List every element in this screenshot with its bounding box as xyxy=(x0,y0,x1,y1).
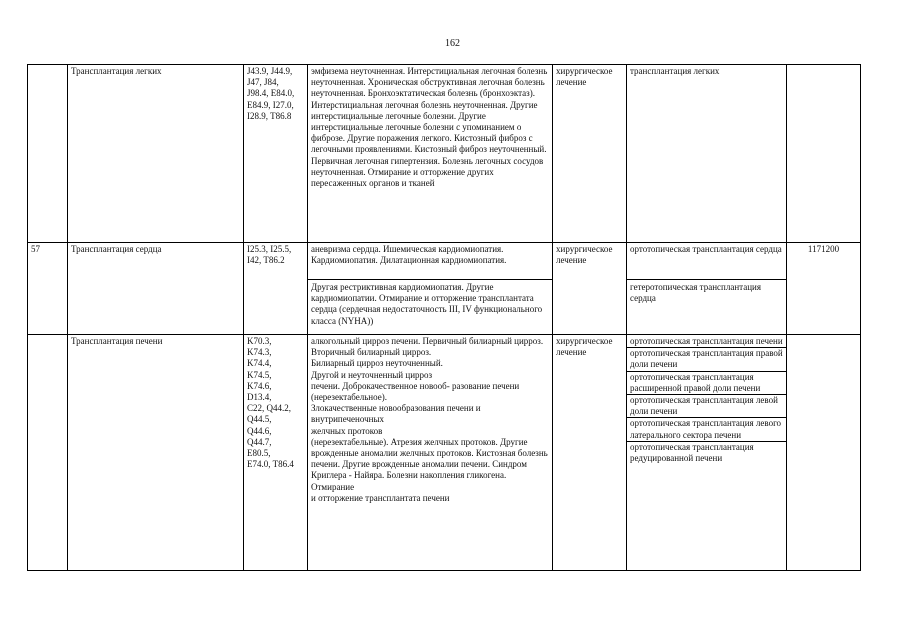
treatment-method: ортотопическая трансплантация левой доли печени xyxy=(627,395,786,418)
treatment-method: ортотопическая трансплантация расширенной правой доли печени xyxy=(627,372,786,395)
method-list xyxy=(627,336,786,464)
treatment-method: гетеротопическая трансплантация сердца xyxy=(630,282,761,304)
treatment-type: хирургическое лечение xyxy=(553,243,627,335)
table-row-heart xyxy=(28,243,861,335)
diagnosis-cell xyxy=(308,243,553,335)
diagnosis-text: аневризма сердца. Ишемическая кардиомиопатия. Кардиомиопатия. Дилатационная кардиомиопатия. xyxy=(308,244,552,280)
cost-value xyxy=(787,65,861,243)
treatment-method: ортотопическая трансплантация правой доли печени xyxy=(627,348,786,371)
cost-value xyxy=(787,335,861,571)
table-row-lung xyxy=(28,65,861,243)
icd-codes: K70.3, K74.3, K74.4, K74.5, K74.6, D13.4, C22, Q44.2, Q44.5, Q44.6, Q44.7, E80.5, E74.0, T86.4 xyxy=(244,335,308,571)
diagnosis-text: эмфизема неуточненная. Интерстициальная легочная болезнь неуточненная. Хроническая обструктивная легочная болезнь неуточненная. Бронхоэктатическая болезнь (бронхоэктаз). Интерстициальная легочная болезнь неуточненная. Другие интерстициальные легочные болезни. Другие интерстициальные легочные болезни с упоминанием о фиброзе. Другие поражения легкого. Кистозный фиброз с легочными проявлениями. Кистозный фиброз неуточненный. Первичная легочная гипертензия. Болезнь легочных сосудов неуточненная. Отмирание и отторжение других пересаженных органов и тканей xyxy=(308,65,553,243)
procedure-name: Трансплантация легких xyxy=(68,65,244,243)
method-cell xyxy=(627,243,787,335)
treatment-method: ортотопическая трансплантация редуцированной печени xyxy=(630,441,754,464)
page-number: 162 xyxy=(445,38,460,49)
cost-value: 1171200 xyxy=(787,243,861,335)
row-number xyxy=(28,65,68,243)
treatment-method: ортотопическая трансплантация сердца xyxy=(627,244,786,280)
treatment-table xyxy=(27,64,861,571)
procedure-name: Трансплантация печени xyxy=(68,335,244,571)
row-number: 57 xyxy=(28,243,68,335)
diagnosis-text: Другая рестриктивная кардиомиопатия. Другие кардиомиопатии. Отмирание и отторжение трансплантата сердца (сердечная недостаточность III, IV функционального класса (NYHA)) xyxy=(311,282,543,326)
method-cell xyxy=(627,335,787,571)
icd-codes: I25.3, I25.5, I42, T86.2 xyxy=(244,243,308,335)
table-row-liver xyxy=(28,335,861,571)
treatment-method: ортотопическая трансплантация печени xyxy=(627,336,786,348)
procedure-name: Трансплантация сердца xyxy=(68,243,244,335)
diagnosis-text: алкогольный цирроз печени. Первичный билиарный цирроз. Вторичный билиарный цирроз. Билиарный цирроз неуточненный. Другой и неуточненный цирроз печени. Доброкачественное новооб- разование печени (нерезектабельное). Злокачественные новообразования печени и внутрипеченочных желчных протоков (нерезектабельные). Атрезия желчных протоков. Другие врожденные аномалии желчных протоков. Кистозная болезнь печени. Другие врожденные аномалии печени. Синдром Криглера - Найяра. Болезни накопления гликогена. Отмирание и отторжение трансплантата печени xyxy=(308,335,553,571)
treatment-method: ортотопическая трансплантация левого латерального сектора печени xyxy=(627,418,786,441)
treatment-type: хирургическое лечение xyxy=(553,335,627,571)
treatment-method: трансплантация легких xyxy=(627,65,787,243)
row-number xyxy=(28,335,68,571)
icd-codes: J43.9, J44.9, J47, J84, J98.4, E84.0, E84.9, I27.0, I28.9, T86.8 xyxy=(244,65,308,243)
treatment-type: хирургическое лечение xyxy=(553,65,627,243)
